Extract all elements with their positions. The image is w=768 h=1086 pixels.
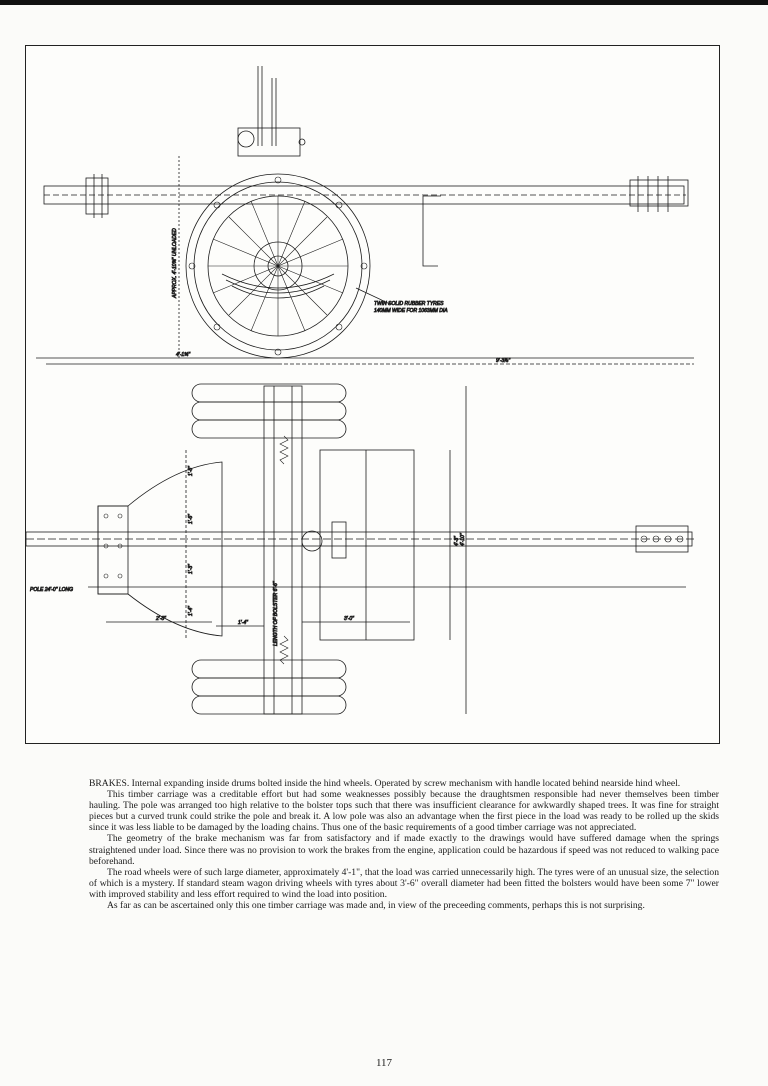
left-overall-dimension: 4'-1¾" [176, 352, 191, 358]
tyre-note-line-1: TWIN SOLID RUBBER TYRES [374, 301, 444, 307]
approx-height-label: APPROX. 4'-10¾" UNLOADED [172, 228, 178, 298]
caption-paragraph-4: The road wheels were of such large diameter, approximately 4'-1", that the load was carried unnecessarily high. The tyres were of an unusual size, the selection of which is a mystery. If standard steam wagon driving wheels with tyres about 3'-6" overall diameter had been fitted the bolsters would have been some 7" lower with improved stability and less effort required to wind the load into position. [89, 866, 719, 900]
pole-length-label: POLE 24'-0" LONG [30, 587, 74, 593]
timber-carriage-drawing [26, 46, 719, 743]
caption-paragraph-5: As far as can be ascertained only this one timber carriage was made and, in view of the preceeding comments, perhaps this is not surprising. [107, 900, 645, 912]
caption-paragraph-brakes: BRAKES. Internal expanding inside drums bolted inside the hind wheels. Operated by screw mechanism with handle located behind nearside hind wheel. [89, 778, 681, 789]
dim-side-4-label: 1'-4" [188, 606, 194, 616]
plan-view [26, 384, 694, 714]
dim-4-3-label: 4'-3" [454, 536, 460, 546]
dim-1-4-label: 1'-4" [238, 620, 248, 626]
caption-paragraph-3: The geometry of the brake mechanism was far from satisfactory and if made exactly to the drawings would have suffered damage when the springs straightened under load. Since there was no provision to work the brakes from the engine, application could be hazardous if speed was not reduced to walking pace beforehand. [89, 833, 719, 867]
dim-side-3-label: 1'-3" [188, 564, 194, 574]
right-overall-dimension: 9'-3⅞" [496, 358, 511, 364]
tyre-note-line-2: 140MM WIDE FOR 1063MM DIA [374, 308, 448, 314]
page-top-border [0, 0, 768, 5]
side-elevation [36, 66, 694, 364]
dim-4-10-label: 4'-10" [460, 533, 466, 546]
bolster-length-label: LENGTH OF BOLSTER 6'-6" [273, 581, 279, 646]
page-number: 117 [375, 1057, 393, 1069]
dim-side-2-label: 1'-6" [188, 514, 194, 524]
dim-side-1-label: 1'-8" [188, 466, 194, 476]
dim-2-8-label: 2'-8" [156, 616, 166, 622]
engineering-drawing-frame [25, 45, 720, 744]
caption-text [89, 778, 719, 911]
dim-3-0-label: 3'-0" [344, 616, 354, 622]
caption-paragraph-2: This timber carriage was a creditable effort but had some weaknesses possibly because the draughtsmen responsible had never themselves been timber hauling. The pole was arranged too high relative to the bolster tops such that there was insufficient clearance for awkwardly shaped trees. It was fine for straight pieces but a curved trunk could strike the pole and break it. A low pole was also an advantage when the first piece in the load was ready to be rolled up the skids since it was less liable to be damaged by the loading chains. Thus one of the basic requirements of a good timber carriage was not appreciated. [89, 789, 719, 834]
